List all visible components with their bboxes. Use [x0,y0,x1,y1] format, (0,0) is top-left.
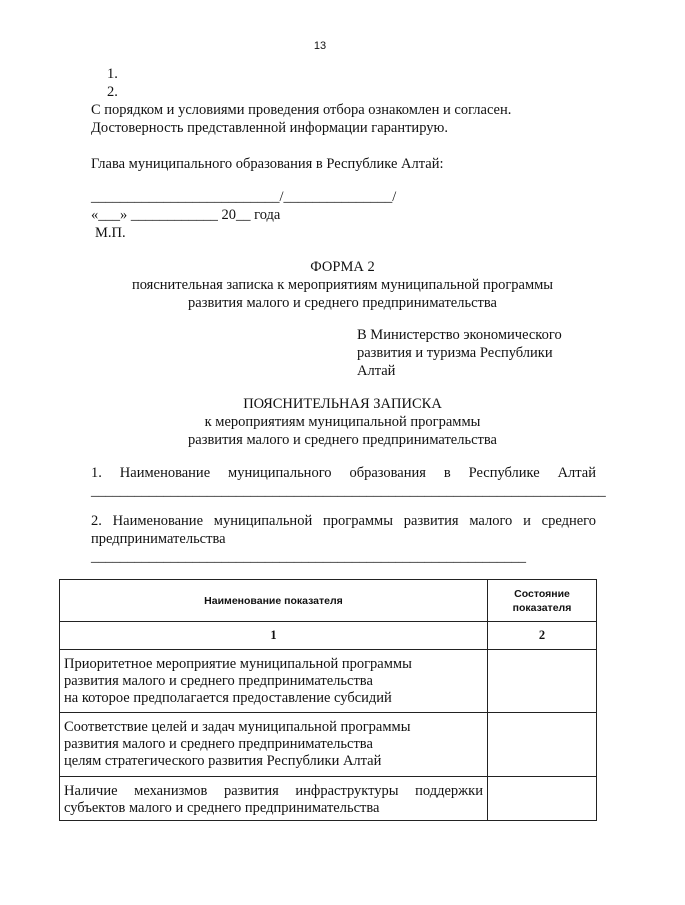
signature-line: __________________________/_______________/ [91,189,397,205]
table-row [60,777,597,821]
row-1-line-2: развития малого и среднего предпринимательства [64,673,373,689]
row-2-line-3: целям стратегического развития Республики Алтай [64,753,382,769]
row-3-line-1: Наличие механизмов развития инфраструктуры поддержки [64,783,483,799]
indicators-table [59,579,597,821]
list-item-1: 1. [107,66,118,82]
note-subtitle-1: к мероприятиям муниципальной программы [204,414,481,430]
table-row [60,650,597,713]
item-2-text-line-1: 2. Наименование муниципальной программы развития малого и среднего [91,513,596,529]
addressee-line-1: В Министерство экономического [357,327,562,343]
item-1-blank: _______________________________________________________________________ [91,483,606,499]
column-number-2: 2 [488,622,597,650]
head-label: Глава муниципального образования в Республике Алтай: [91,156,444,172]
table-row [60,713,597,777]
form-subtitle-1: пояснительная записка к мероприятиям муниципальной программы [131,277,554,293]
item-2-text-line-2: предпринимательства [91,531,226,547]
date-line: «___» ____________ 20__ года [91,207,281,223]
row-2-state-cell [488,713,597,777]
row-1-line-1: Приоритетное мероприятие муниципальной программы [64,656,412,672]
row-1-state-cell [488,650,597,713]
consent-line-1: С порядком и условиями проведения отбора ознакомлен и согласен. [91,102,512,118]
column-number-1: 1 [60,622,488,650]
row-2-line-1: Соответствие целей и задач муниципальной программы [64,719,411,735]
form-title: ФОРМА 2 [310,259,375,275]
page-number: 13 [313,40,327,52]
list-item-2: 2. [107,84,118,100]
item-1-text: 1. Наименование муниципального образования в Республике Алтай [91,465,596,481]
addressee-line-3: Алтай [357,363,396,379]
form-subtitle-2: развития малого и среднего предпринимательства [188,295,497,311]
header-indicator-state: Состояние показателя [488,580,597,622]
table-number-row [60,622,597,650]
item-2-blank: ____________________________________________________________ [91,549,526,565]
row-1-line-3: на которое предполагается предоставление субсидий [64,690,392,706]
row-2-line-2: развития малого и среднего предпринимательства [64,736,373,752]
consent-line-2: Достоверность представленной информации гарантирую. [91,120,448,136]
header-indicator-name: Наименование показателя [60,580,488,622]
note-subtitle-2: развития малого и среднего предпринимательства [188,432,497,448]
stamp-label: М.П. [95,225,126,241]
note-title: ПОЯСНИТЕЛЬНАЯ ЗАПИСКА [243,396,442,412]
addressee-line-2: развития и туризма Республики [357,345,553,361]
row-3-state-cell [488,777,597,821]
table-header-row [60,580,597,622]
row-3-line-2: субъектов малого и среднего предпринимательства [64,800,380,816]
